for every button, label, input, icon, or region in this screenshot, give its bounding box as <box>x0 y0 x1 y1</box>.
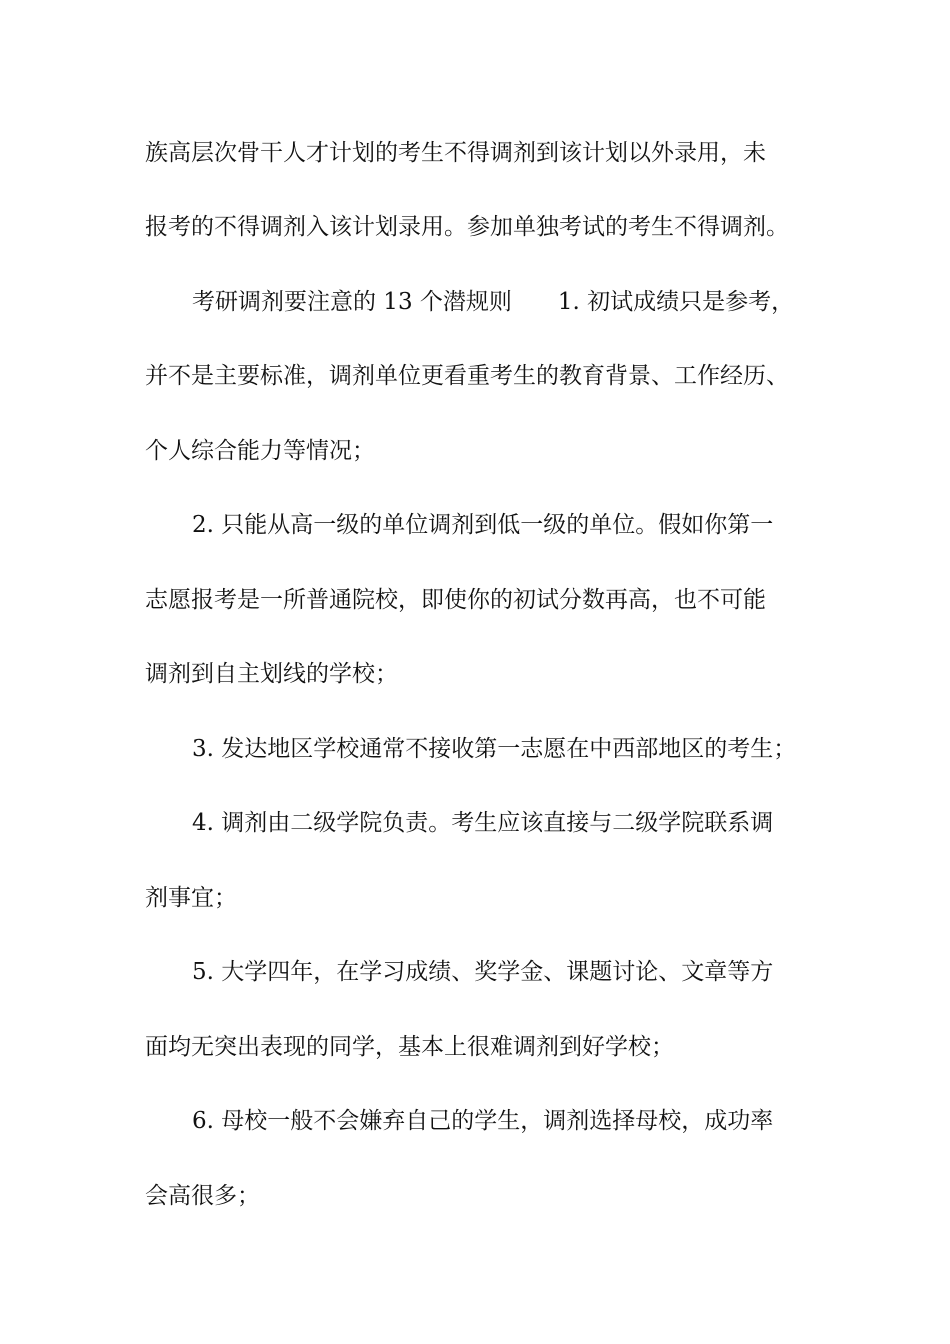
text-line: 考研调剂要注意的 13 个潜规则 1. 初试成绩只是参考， <box>192 289 795 315</box>
text-line: 5. 大学四年，在学习成绩、奖学金、课题讨论、文章等方 <box>192 959 774 985</box>
text-line: 族高层次骨干人才计划的考生不得调剂到该计划以外录用，未 <box>145 140 766 166</box>
text-line: 调剂到自主划线的学校； <box>145 661 398 687</box>
text-line: 个人综合能力等情况； <box>145 438 375 464</box>
text-line: 4. 调剂由二级学院负责。考生应该直接与二级学院联系调 <box>192 810 774 836</box>
text-line: 6. 母校一般不会嫌弃自己的学生，调剂选择母校，成功率 <box>192 1108 774 1134</box>
text-line: 3. 发达地区学校通常不接收第一志愿在中西部地区的考生； <box>192 736 797 762</box>
text-line: 报考的不得调剂入该计划录用。参加单独考试的考生不得调剂。 <box>145 214 789 240</box>
text-line: 面均无突出表现的同学，基本上很难调剂到好学校； <box>145 1034 674 1060</box>
text-line: 会高很多； <box>145 1183 260 1209</box>
text-line: 剂事宜； <box>145 885 237 911</box>
text-line: 2. 只能从高一级的单位调剂到低一级的单位。假如你第一 <box>192 512 774 538</box>
text-line: 并不是主要标准，调剂单位更看重考生的教育背景、工作经历、 <box>145 363 789 389</box>
text-line: 志愿报考是一所普通院校，即使你的初试分数再高，也不可能 <box>145 587 766 613</box>
